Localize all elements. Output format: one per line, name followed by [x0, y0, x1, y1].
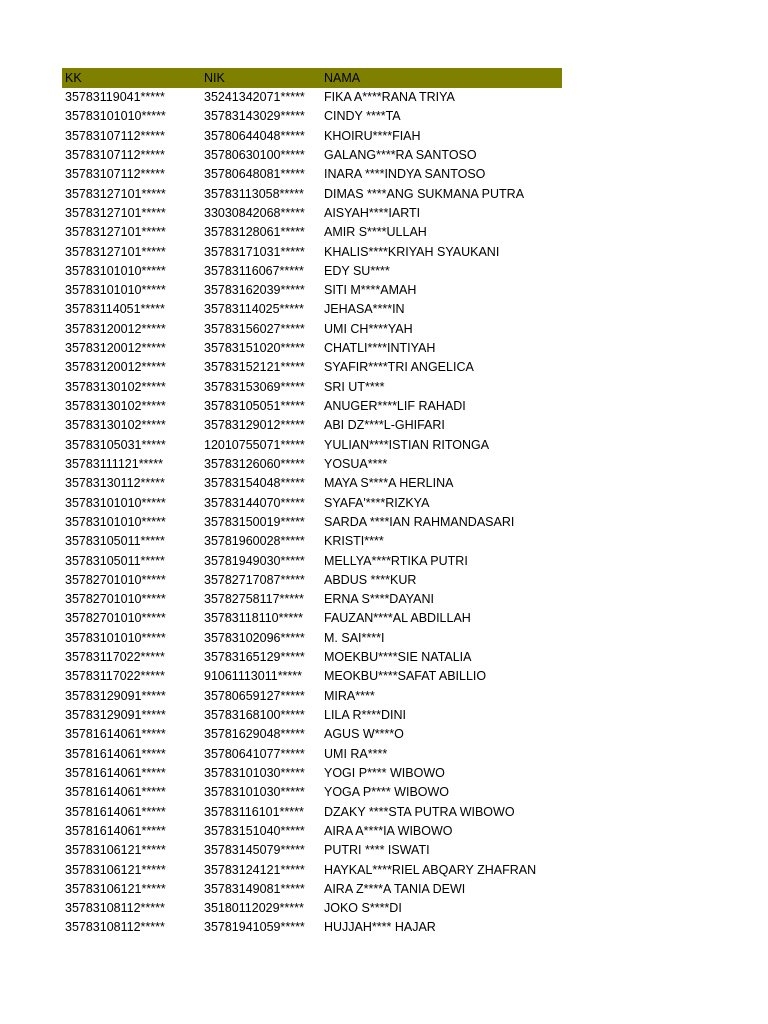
table-cell-nik: 35782717087*****: [204, 572, 305, 587]
table-cell-nama: AISYAH****IARTI: [324, 205, 421, 220]
table-cell-nik: 35783149081*****: [204, 881, 305, 896]
table-cell-kk: 35782701010*****: [65, 611, 166, 626]
table-cell-nik: 35783124121*****: [204, 862, 305, 877]
table-row: [62, 165, 562, 184]
table-row: [62, 320, 562, 339]
table-cell-nik: 35783101030*****: [204, 765, 305, 780]
table-cell-nama: YOSUA****: [324, 456, 388, 471]
table-cell-nama: M. SAI****I: [324, 630, 385, 645]
table-cell-nama: UMI RA****: [324, 746, 388, 761]
table-cell-kk: 35783105011*****: [65, 534, 165, 549]
table-cell-nama: MOEKBU****SIE NATALIA: [324, 650, 472, 665]
table-cell-nama: GALANG****RA SANTOSO: [324, 147, 477, 162]
table-cell-nama: YOGA P**** WIBOWO: [324, 785, 450, 800]
table-cell-nik: 35783101030*****: [204, 785, 305, 800]
table-cell-nik: 91061113011*****: [204, 669, 303, 684]
table-cell-kk: 35783127101*****: [65, 205, 166, 220]
table-cell-nik: 35781960028*****: [204, 534, 305, 549]
table-row: [62, 455, 562, 474]
table-cell-nik: 35783154048*****: [204, 476, 305, 491]
table-cell-nik: 35783151020*****: [204, 341, 305, 356]
table-cell-nik: 35783171031*****: [204, 244, 305, 259]
table-cell-nik: 35780644048*****: [204, 128, 305, 143]
table-cell-nama: MEOKBU****SAFAT ABILLIO: [324, 669, 487, 684]
table-cell-kk: 35783130112*****: [65, 476, 165, 491]
table-cell-nama: ANUGER****LIF RAHADI: [324, 399, 466, 413]
table-cell-nama: FIKA A****RANA TRIYA: [324, 90, 455, 104]
table-cell-nama: JOKO S****DI: [324, 901, 402, 916]
table-row: [62, 861, 562, 880]
table-cell-kk: 35783101010*****: [65, 514, 166, 529]
table-row: [62, 223, 562, 242]
column-header-nik: NIK: [204, 71, 225, 85]
table-cell-kk: 35783130102*****: [65, 379, 166, 394]
table-cell-nama: SITI M****AMAH: [324, 283, 417, 298]
table-row: [62, 609, 562, 628]
table-cell-kk: 35781614061*****: [65, 746, 166, 761]
table-cell-kk: 35783130102*****: [65, 399, 166, 413]
table-cell-kk: 35783120012*****: [65, 341, 166, 356]
table-cell-nama: UMI CH****YAH: [324, 321, 413, 336]
table-cell-kk: 35783130102*****: [65, 418, 166, 433]
table-cell-nama: KHOIRU****FIAH: [324, 128, 421, 143]
table-cell-nik: 35783116101*****: [204, 804, 304, 819]
table-cell-nik: 35783145079*****: [204, 843, 305, 858]
table-header-row: [62, 68, 562, 88]
table-cell-nik: 35783114025*****: [204, 302, 304, 317]
table-cell-nama: PUTRI **** ISWATI: [324, 843, 430, 858]
table-cell-kk: 35783107112*****: [65, 147, 165, 162]
table-row: [62, 243, 562, 262]
table-cell-nik: 35780641077*****: [204, 746, 305, 761]
table-cell-nama: FAUZAN****AL ABDILLAH: [324, 611, 471, 626]
table-cell-nama: CHATLI****INTIYAH: [324, 341, 436, 356]
table-cell-nik: 35783144070*****: [204, 495, 305, 510]
table-cell-kk: 35783108112*****: [65, 920, 165, 935]
table-row: [62, 745, 562, 764]
table-cell-kk: 35783106121*****: [65, 862, 166, 877]
table-cell-nama: YOGI P**** WIBOWO: [324, 765, 445, 780]
table-cell-kk: 35783101010*****: [65, 495, 166, 510]
table-cell-kk: 35783105031*****: [65, 437, 166, 452]
table-cell-nama: AIRA A****IA WIBOWO: [324, 823, 453, 838]
table-cell-kk: 35783127101*****: [65, 244, 166, 259]
table-cell-nama: JEHASA****IN: [324, 302, 405, 317]
table-cell-nik: 12010755071*****: [204, 437, 305, 452]
table-cell-nama: DZAKY ****STA PUTRA WIBOWO: [324, 804, 515, 819]
table-row: [62, 571, 562, 590]
table-cell-nik: 35780659127*****: [204, 688, 305, 703]
table-cell-nama: KHALIS****KRIYAH SYAUKANI: [324, 244, 500, 259]
table-cell-kk: 35781614061*****: [65, 804, 166, 819]
table-body: [62, 88, 562, 938]
table-cell-nik: 35180112029*****: [204, 901, 304, 916]
table-row: [62, 127, 562, 146]
table-cell-nik: 35781629048*****: [204, 727, 305, 742]
table-cell-nama: SRI UT****: [324, 379, 385, 394]
table-cell-nik: 35783129012*****: [204, 418, 305, 433]
table-row: [62, 803, 562, 822]
column-header-kk: KK: [65, 71, 82, 85]
table-cell-kk: 35783106121*****: [65, 843, 166, 858]
table-cell-kk: 35783101010*****: [65, 630, 166, 645]
table-row: [62, 841, 562, 860]
table-cell-nik: 35241342071*****: [204, 90, 305, 104]
table-cell-nama: CINDY ****TA: [324, 109, 401, 124]
table-row: [62, 918, 562, 937]
table-row: [62, 397, 562, 416]
table-row: [62, 783, 562, 802]
table-cell-nama: MELLYA****RTIKA PUTRI: [324, 553, 468, 568]
table-row: [62, 513, 562, 532]
table-cell-kk: 35781614061*****: [65, 765, 166, 780]
table-cell-nama: ERNA S****DAYANI: [324, 592, 434, 607]
table-cell-nik: 35783113058*****: [204, 186, 304, 201]
table-row: [62, 725, 562, 744]
table-cell-kk: 35783114051*****: [65, 302, 165, 317]
table-row: [62, 436, 562, 455]
table-row: [62, 185, 562, 204]
table-cell-nik: 35783165129*****: [204, 650, 305, 665]
table-cell-kk: 35783101010*****: [65, 263, 166, 278]
table-row: [62, 416, 562, 435]
table-cell-kk: 35783119041*****: [65, 90, 165, 104]
table-cell-nik: 35783118110*****: [204, 611, 303, 626]
table-cell-nama: HAYKAL****RIEL ABQARY ZHAFRAN: [324, 862, 537, 877]
table-row: [62, 204, 562, 223]
table-cell-nama: AIRA Z****A TANIA DEWI: [324, 881, 466, 896]
table-row: [62, 281, 562, 300]
table-cell-nik: 35783151040*****: [204, 823, 305, 838]
table-row: [62, 378, 562, 397]
table-cell-kk: 35783106121*****: [65, 881, 166, 896]
table-row: [62, 552, 562, 571]
table-cell-nik: 35783153069*****: [204, 379, 305, 394]
table-cell-kk: 35781614061*****: [65, 823, 166, 838]
table-cell-kk: 35782701010*****: [65, 592, 166, 607]
table-cell-nik: 35783162039*****: [204, 283, 305, 298]
table-cell-nik: 35783105051*****: [204, 399, 305, 413]
table-cell-kk: 35781614061*****: [65, 785, 166, 800]
table-cell-kk: 35781614061*****: [65, 727, 166, 742]
table-cell-nama: MAYA S****A HERLINA: [324, 476, 454, 491]
table-cell-kk: 35783129091*****: [65, 688, 166, 703]
table-row: [62, 667, 562, 686]
table-row: [62, 687, 562, 706]
column-header-nama: NAMA: [324, 71, 361, 85]
table-cell-kk: 35783117022*****: [65, 650, 165, 665]
table-cell-nik: 35783128061*****: [204, 225, 305, 240]
table-cell-nik: 35780630100*****: [204, 147, 305, 162]
table-cell-kk: 35783120012*****: [65, 321, 166, 336]
data-table: [62, 68, 562, 938]
table-row: [62, 648, 562, 667]
table-cell-nama: ABI DZ****L-GHIFARI: [324, 418, 445, 433]
table-cell-kk: 35782701010*****: [65, 572, 166, 587]
table-cell-kk: 35783105011*****: [65, 553, 165, 568]
table-row: [62, 358, 562, 377]
table-cell-kk: 35783107112*****: [65, 167, 165, 182]
table-row: [62, 590, 562, 609]
table-cell-nik: 35783168100*****: [204, 708, 305, 722]
table-cell-nama: KRISTI****: [324, 534, 384, 549]
table-cell-nama: LILA R****DINI: [324, 708, 406, 722]
table-cell-kk: 35783120012*****: [65, 360, 166, 375]
table-cell-nama: ABDUS ****KUR: [324, 572, 417, 587]
table-cell-kk: 35783127101*****: [65, 225, 166, 240]
table-cell-kk: 35783107112*****: [65, 128, 165, 143]
table-row: [62, 146, 562, 165]
table-cell-nama: SARDA ****IAN RAHMANDASARI: [324, 514, 515, 529]
table-row: [62, 822, 562, 841]
table-cell-nik: 35783152121*****: [204, 360, 305, 375]
table-row: [62, 629, 562, 648]
table-cell-kk: 35783111121*****: [65, 456, 164, 471]
table-cell-nik: 35782758117*****: [204, 592, 304, 607]
table-cell-nik: 35781941059*****: [204, 920, 305, 935]
table-cell-nama: EDY SU****: [324, 263, 390, 278]
table-row: [62, 474, 562, 493]
table-row: [62, 339, 562, 358]
table-row: [62, 899, 562, 918]
table-row: [62, 107, 562, 126]
table-cell-nama: SYAFIR****TRI ANGELICA: [324, 360, 474, 375]
table-cell-nik: 35783143029*****: [204, 109, 305, 124]
table-cell-nik: 35783156027*****: [204, 321, 305, 336]
table-row: [62, 532, 562, 551]
table-cell-kk: 35783127101*****: [65, 186, 166, 201]
table-cell-nama: DIMAS ****ANG SUKMANA PUTRA: [324, 186, 525, 201]
table-row: [62, 300, 562, 319]
table-cell-nama: INARA ****INDYA SANTOSO: [324, 167, 486, 182]
table-row: [62, 880, 562, 899]
table-cell-kk: 35783101010*****: [65, 109, 166, 124]
table-cell-kk: 35783108112*****: [65, 901, 165, 916]
table-cell-nik: 35783150019*****: [204, 514, 305, 529]
table-cell-nik: 35783126060*****: [204, 456, 305, 471]
table-row: [62, 262, 562, 281]
table-cell-kk: 35783101010*****: [65, 283, 166, 298]
table-cell-nik: 35783116067*****: [204, 263, 304, 278]
table-cell-nama: AMIR S****ULLAH: [324, 225, 427, 240]
table-row: [62, 88, 562, 107]
table-cell-nama: YULIAN****ISTIAN RITONGA: [324, 437, 490, 452]
table-row: [62, 764, 562, 783]
table-cell-nama: SYAFA'****RIZKYA: [324, 495, 430, 510]
table-cell-kk: 35783129091*****: [65, 708, 166, 722]
table-cell-kk: 35783117022*****: [65, 669, 165, 684]
table-cell-nama: AGUS W****O: [324, 727, 404, 742]
table-cell-nama: MIRA****: [324, 688, 375, 703]
table-row: [62, 494, 562, 513]
table-cell-nik: 35783102096*****: [204, 630, 305, 645]
table-cell-nik: 35780648081*****: [204, 167, 305, 182]
table-cell-nik: 33030842068*****: [204, 205, 305, 220]
table-row: [62, 706, 562, 725]
table-cell-nama: HUJJAH**** HAJAR: [324, 920, 436, 935]
table-cell-nik: 35781949030*****: [204, 553, 305, 568]
